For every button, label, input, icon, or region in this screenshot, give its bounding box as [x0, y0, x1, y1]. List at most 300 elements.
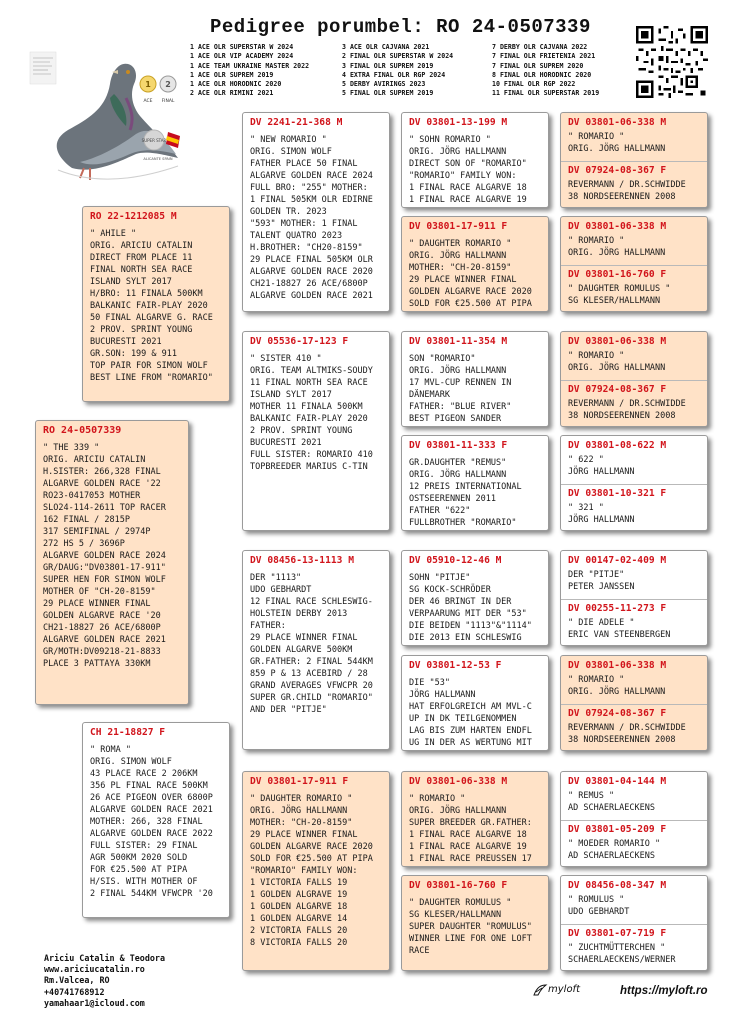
- pigeon-card-dam-dam: [242, 771, 390, 971]
- ancestor-entry: [561, 161, 707, 208]
- pigeon-info-line: " ROMA ": [90, 745, 131, 755]
- result-line: 2 ACE OLR RIMINI 2021: [190, 89, 274, 98]
- pigeon-card-g5-pair-6: [560, 655, 708, 751]
- pigeon-info-line: CH21-18827 26 ACE/6800P: [43, 623, 161, 633]
- pigeon-info-line: FATHER "622": [409, 506, 471, 516]
- pigeon-info-line: FULL BRO: "255" MOTHER:: [250, 183, 368, 193]
- pigeon-card-g5-pair-4: [560, 435, 708, 531]
- result-line: 8 FINAL OLR HORODNIC 2020: [492, 70, 592, 79]
- pigeon-info: [561, 789, 707, 814]
- svg-text:1: 1: [145, 80, 151, 89]
- pigeon-card-g5-pair-1: [560, 112, 708, 208]
- pigeon-info-line: LAG BIS ZUM HARTEN ENDFL: [409, 726, 532, 736]
- pigeon-info-line: H.SISTER: 266,328 FINAL: [43, 467, 161, 477]
- result-line: 2 FINAL OLR SUPERSTAR W 2024: [342, 52, 454, 61]
- divider: [561, 380, 707, 381]
- pigeon-info-line: FOR €25.500 AT PIPA: [90, 865, 188, 875]
- pigeon-info-line: 8 VICTORIA FALLS 20: [250, 938, 348, 948]
- result-line: 10 FINAL OLR RGP 2022: [492, 80, 576, 89]
- breeder-contact: [44, 953, 165, 1009]
- breeder-name: Ariciu Catalin & Teodora: [44, 953, 166, 963]
- pigeon-info-line: "ROMARIO" FAMILY WON:: [409, 171, 517, 181]
- pigeon-info-line: DER 46 BRINGT IN DER: [409, 597, 512, 607]
- ancestor-entry: [561, 265, 707, 312]
- pigeon-info: [561, 721, 707, 746]
- ancestor-entry: [561, 704, 707, 751]
- pigeon-info: [402, 349, 548, 425]
- pigeon-info: [402, 130, 548, 206]
- ancestor-entry: [561, 332, 707, 380]
- pigeon-info-line: SUPER HEN FOR SIMON WOLF: [43, 575, 166, 585]
- result-line: 5 DERBY AVIRINGS 2023: [342, 80, 426, 89]
- pigeon-info-line: ISLAND SYLT 2017: [90, 277, 172, 287]
- pigeon-card-g4-7: [401, 771, 549, 867]
- pigeon-info-line: ORIG. JÖRG HALLMANN: [568, 144, 666, 154]
- brand-name: myloft: [548, 984, 580, 995]
- pigeon-info-line: ORIG. ARICIU CATALIN: [90, 241, 193, 251]
- ring-number: DV 03801-05-209 F: [568, 824, 667, 835]
- results-column-1: [190, 43, 309, 99]
- pigeon-info: [561, 893, 707, 918]
- pigeon-info-line: 38 NORDSEERENNEN 2008: [568, 411, 676, 421]
- pigeon-info-line: ORIG. JÖRG HALLMANN: [409, 470, 507, 480]
- pigeon-card-sire: [82, 206, 230, 402]
- pigeon-info-line: ALGARVE GOLDEN RACE 2024: [250, 171, 373, 181]
- pigeon-info-line: TALENT QUATRO 2023: [250, 231, 343, 241]
- pigeon-info-line: 29 PLACE WINNER FINAL: [409, 275, 517, 285]
- result-line: 7 FINAL OLR SUPREM 2020: [492, 61, 584, 70]
- pigeon-info-line: ORIG. JÖRG HALLMANN: [568, 363, 666, 373]
- divider: [561, 924, 707, 925]
- pigeon-info-line: FINAL NORTH SEA RACE: [90, 265, 193, 275]
- pigeon-info-line: 162 FINAL / 2815P: [43, 515, 130, 525]
- divider: [561, 161, 707, 162]
- pigeon-info-line: AND DER "PITJE": [250, 705, 327, 715]
- result-line: 1 ACE OLR VIP ACADEMY 2024: [190, 52, 294, 61]
- pigeon-info-line: " SOHN ROMARIO ": [409, 135, 491, 145]
- pigeon-info: [243, 568, 389, 716]
- pigeon-info-line: " ZUCHTMÜTTERCHEN ": [568, 943, 666, 953]
- brand-url[interactable]: https://myloft.ro: [620, 985, 708, 997]
- ancestor-entry: [561, 924, 707, 971]
- pigeon-info-line: AD SCHAERLAECKENS: [568, 851, 655, 861]
- pigeon-info-line: 2 PROV. SPRINT YOUNG: [90, 325, 193, 335]
- ring-number: RO 22-1212085 M: [90, 211, 177, 222]
- pigeon-info-line: " DAUGHTER ROMARIO ": [250, 794, 353, 804]
- ancestor-entry: [561, 656, 707, 704]
- ring-number: DV 07924-08-367 F: [568, 708, 667, 719]
- pigeon-info: [561, 453, 707, 478]
- pigeon-info-line: " MOEDER ROMARIO ": [568, 839, 661, 849]
- pigeon-info: [561, 941, 707, 966]
- pigeon-card-g4-6: [401, 655, 549, 751]
- result-line: 7 FINAL OLR FRIETENIA 2021: [492, 52, 596, 61]
- pigeon-info-line: OSTSEERENNEN 2011: [409, 494, 496, 504]
- pigeon-info: [402, 568, 548, 644]
- pigeon-info-line: " ROMARIO ": [568, 675, 625, 685]
- pigeon-card-dam: [82, 722, 230, 918]
- pigeon-info-line: 1 VICTORIA FALLS 19: [250, 878, 348, 888]
- pigeon-info-line: HAT ERFOLGREICH AM MVL-C: [409, 702, 532, 712]
- pigeon-info-line: FATHER:: [250, 621, 286, 631]
- pigeon-card-g4-3: [401, 331, 549, 427]
- pigeon-info: [561, 673, 707, 698]
- pigeon-info-line: BUCURESTI 2021: [90, 337, 162, 347]
- pigeon-info-line: GR.DAUGHTER "REMUS": [409, 458, 507, 468]
- pigeon-info-line: DIE BEIDEN "1113"&"1114": [409, 621, 532, 631]
- pigeon-info-line: AD SCHAERLAECKENS: [568, 803, 655, 813]
- pigeon-info-line: REVERMANN / DR.SCHWIDDE: [568, 723, 686, 733]
- ancestor-entry: [561, 599, 707, 646]
- pigeon-info-line: 1 GOLDEN ALGARVE 18: [250, 902, 348, 912]
- pigeon-info-line: DIRECT SON OF "ROMARIO": [409, 159, 527, 169]
- pigeon-info-line: 1 FINAL RACE ALGARVE 18: [409, 830, 527, 840]
- pigeon-info: [243, 349, 389, 473]
- pigeon-info: [561, 837, 707, 862]
- pigeon-info: [561, 397, 707, 422]
- pigeon-card-g4-4: [401, 435, 549, 531]
- pigeon-info: [243, 130, 389, 302]
- pigeon-card-sire-dam: [242, 331, 390, 531]
- pigeon-info-line: JÖRG HALLMANN: [409, 690, 476, 700]
- myloft-logo-icon: [532, 983, 548, 997]
- pigeon-info-line: " THE 339 ": [43, 443, 100, 453]
- ring-number: DV 08456-08-347 M: [568, 880, 667, 891]
- ring-number: DV 00147-02-409 M: [568, 555, 667, 566]
- pigeon-info-line: ORIG. JÖRG HALLMANN: [409, 806, 507, 816]
- ring-number: DV 03801-11-333 F: [409, 440, 508, 451]
- pigeon-info-line: 38 NORDSEERENNEN 2008: [568, 735, 676, 745]
- pigeon-info-line: SOLD FOR €25.500 AT PIPA: [250, 854, 373, 864]
- ancestor-entry: [561, 113, 707, 161]
- ring-number: DV 08456-13-1113 M: [250, 555, 354, 566]
- breeder-website[interactable]: www.ariciucatalin.ro: [44, 964, 145, 975]
- ring-number: DV 03801-17-911 F: [250, 776, 349, 787]
- pigeon-info: [561, 349, 707, 374]
- result-line: 1 ACE TEAM UKRAINE MASTER 2022: [190, 61, 310, 70]
- pigeon-card-g5-pair-8: [560, 875, 708, 971]
- pigeon-info-line: 29 PLACE WINNER FINAL: [43, 599, 151, 609]
- pigeon-info-line: AGR 500KM 2020 SOLD: [90, 853, 188, 863]
- result-line: 1 ACE OLR SUPREM 2019: [190, 70, 274, 79]
- breeder-email[interactable]: yamahaar1@icloud.com: [44, 997, 145, 1008]
- pigeon-info-line: " DAUGHTER ROMARIO ": [409, 239, 512, 249]
- pigeon-info-line: ORIG. JÖRG HALLMANN: [250, 806, 348, 816]
- ring-number: DV 03801-11-354 M: [409, 336, 508, 347]
- pigeon-info-line: FULL SISTER: 29 FINAL: [90, 841, 198, 851]
- pigeon-info-line: 38 NORDSEERENNEN 2008: [568, 192, 676, 202]
- result-line: 3 FINAL OLR SUPREM 2019: [342, 61, 434, 70]
- pigeon-info: [561, 616, 707, 641]
- pigeon-info-line: 11 FINAL NORTH SEA RACE: [250, 378, 368, 388]
- ace-label: ACE: [143, 99, 153, 104]
- ring-number: DV 2241-21-368 M: [250, 117, 343, 128]
- pigeon-info: [561, 234, 707, 259]
- final-label: FINAL: [161, 99, 175, 104]
- place-label: ALICANTE SPAIN: [143, 157, 173, 161]
- pigeon-info-line: " ROMULUS ": [568, 895, 625, 905]
- pigeon-info-line: ORIG. SIMON WOLF: [90, 757, 172, 767]
- pigeon-info-line: SON "ROMARIO": [409, 354, 476, 364]
- pigeon-info-line: 2 VICTORIA FALLS 20: [250, 926, 348, 936]
- pigeon-info-line: FULLBROTHER "ROMARIO": [409, 518, 517, 528]
- result-line: 7 DERBY OLR CAJVANA 2022: [492, 43, 588, 51]
- pigeon-info-line: REVERMANN / DR.SCHWIDDE: [568, 180, 686, 190]
- result-line: 11 FINAL OLR SUPERSTAR 2019: [492, 89, 600, 98]
- pigeon-info-line: 1 FINAL RACE ALGARVE 19: [409, 195, 527, 205]
- pigeon-card-g5-pair-7: [560, 771, 708, 867]
- pigeon-info-line: 43 PLACE RACE 2 206KM: [90, 769, 198, 779]
- pigeon-card-subject: [35, 420, 189, 705]
- pigeon-info-line: DÄNEMARK: [409, 390, 450, 400]
- pigeon-info-line: " DAUGHTER ROMULUS ": [568, 284, 671, 294]
- pigeon-info-line: ALGARVE GOLDEN RACE 2021: [250, 291, 373, 301]
- pigeon-info-line: GOLDEN ALGARVE RACE 2020: [250, 842, 373, 852]
- pigeon-info-line: SG KLESER/HALLMANN: [568, 296, 661, 306]
- pigeon-info-line: 859 P & 13 ACEBIRD / 28: [250, 669, 368, 679]
- pigeon-info-line: BEST LINE FROM "ROMARIO": [90, 373, 213, 383]
- pigeon-info-line: 1 FINAL RACE ALGARVE 19: [409, 842, 527, 852]
- ring-number: DV 07924-08-367 F: [568, 384, 667, 395]
- pigeon-info-line: BALKANIC FAIR-PLAY 2020: [250, 414, 368, 424]
- ring-number: DV 00255-11-273 F: [568, 603, 667, 614]
- pigeon-info: [402, 893, 548, 957]
- pigeon-info: [561, 130, 707, 155]
- result-line: 1 ACE OLR HORODNIC 2020: [190, 80, 282, 89]
- pigeon-info-line: ORIG. JÖRG HALLMANN: [409, 251, 507, 261]
- pigeon-info-line: DER "PITJE": [568, 570, 625, 580]
- pigeon-info: [561, 501, 707, 526]
- pigeon-info-line: 272 HS 5 / 3696P: [43, 539, 125, 549]
- ring-number: DV 03801-06-338 M: [568, 336, 667, 347]
- pigeon-info-line: CH21-18827 26 ACE/6800P: [250, 279, 368, 289]
- pigeon-info-line: 1 FINAL RACE PREUSSEN 17: [409, 854, 532, 864]
- pigeon-info-line: "ROMARIO" FAMILY WON:: [250, 866, 358, 876]
- pigeon-info-line: GR.FATHER: 2 FINAL 544KM: [250, 657, 373, 667]
- pigeon-info-line: ORIG. JÖRG HALLMANN: [409, 147, 507, 157]
- pigeon-info-line: FATHER PLACE 50 FINAL: [250, 159, 358, 169]
- ancestor-entry: [561, 772, 707, 820]
- pigeon-info-line: SUPER GR.CHILD "ROMARIO": [250, 693, 373, 703]
- super-star-label: SUPER STAR: [141, 138, 167, 143]
- pigeon-info-line: BUCURESTI 2021: [250, 438, 322, 448]
- ring-number: DV 03801-17-911 F: [409, 221, 508, 232]
- ring-number: DV 03801-12-53 F: [409, 660, 502, 671]
- ring-number: DV 05536-17-123 F: [250, 336, 349, 347]
- pigeon-info: [36, 438, 188, 670]
- ring-number: DV 03801-16-760 F: [568, 269, 667, 280]
- breeder-phone: +40741768912: [44, 986, 105, 997]
- pigeon-info-line: 317 SEMIFINAL / 2974P: [43, 527, 151, 537]
- result-line: 1 ACE OLR SUPERSTAR W 2024: [190, 43, 294, 51]
- pigeon-info-line: " DAUGHTER ROMULUS ": [409, 898, 512, 908]
- pigeon-info-line: 2 PROV. SPRINT YOUNG: [250, 426, 353, 436]
- ring-number: DV 03801-08-622 M: [568, 440, 667, 451]
- pigeon-info-line: PLACE 3 PATTAYA 330KM: [43, 659, 151, 669]
- ring-number: DV 07924-08-367 F: [568, 165, 667, 176]
- pigeon-info-line: GR/MOTH:DV09218-21-8833: [43, 647, 161, 657]
- pigeon-info-line: TOPBREEDER MARIUS C-TIN: [250, 462, 368, 472]
- pigeon-info-line: " NEW ROMARIO ": [250, 135, 327, 145]
- pigeon-info-line: VERPAARUNG MIT DER "53": [409, 609, 527, 619]
- pigeon-info-line: 12 PREIS INTERNATIONAL: [409, 482, 522, 492]
- pigeon-info-line: GOLDEN ALGARVE 500KM: [250, 645, 353, 655]
- divider: [561, 820, 707, 821]
- pigeon-info-line: " ROMARIO ": [568, 351, 625, 361]
- pigeon-info-line: ALGARVE GOLDEN RACE 2021: [90, 805, 213, 815]
- pigeon-info-line: SOLD FOR €25.500 AT PIPA: [409, 299, 532, 309]
- pigeon-info-line: " ROMARIO ": [409, 794, 466, 804]
- pigeon-info-line: WINNER LINE FOR ONE LOFT: [409, 934, 532, 944]
- ancestor-entry: [561, 217, 707, 265]
- pigeon-info-line: ALGARVE GOLDEN RACE 2021: [43, 635, 166, 645]
- pigeon-info-line: 1 GOLDEN ALGRAVE 19: [250, 890, 348, 900]
- page-title: Pedigree porumbel: RO 24-0507339: [210, 16, 591, 38]
- pigeon-info: [561, 282, 707, 307]
- pigeon-info-line: " ROMARIO ": [568, 236, 625, 246]
- pigeon-card-g4-2: [401, 216, 549, 312]
- pigeon-card-g4-8: [401, 875, 549, 971]
- pigeon-info-line: 29 PLACE FINAL 505KM OLR: [250, 255, 373, 265]
- pigeon-info-line: MOTHER: "CH-20-8159": [250, 818, 353, 828]
- pigeon-info-line: " 622 ": [568, 455, 604, 465]
- pigeon-info-line: 26 ACE PIGEON OVER 6800P: [90, 793, 213, 803]
- pigeon-info-line: REVERMANN / DR.SCHWIDDE: [568, 399, 686, 409]
- pigeon-info-line: ALGARVE GOLDEN RACE '22: [43, 479, 161, 489]
- ring-number: DV 03801-06-338 M: [409, 776, 508, 787]
- pigeon-info-line: ORIG. JÖRG HALLMANN: [568, 687, 666, 697]
- pigeon-info-line: PETER JANSSEN: [568, 582, 635, 592]
- pigeon-info-line: 2 FINAL 544KM VFWCPR '20: [90, 889, 213, 899]
- ring-number: DV 03801-13-199 M: [409, 117, 508, 128]
- result-line: 3 ACE OLR CAJVANA 2021: [342, 43, 430, 51]
- pigeon-info-line: ORIG. JÖRG HALLMANN: [409, 366, 507, 376]
- breeder-location: Rm.Valcea, RO: [44, 975, 110, 986]
- pigeon-info-line: ALGARVE GOLDEN RACE 2020: [250, 267, 373, 277]
- pigeon-info-line: 1 FINAL RACE ALGARVE 18: [409, 183, 527, 193]
- pigeon-info-line: " REMUS ": [568, 791, 615, 801]
- pigeon-info-line: " SISTER 410 ": [250, 354, 322, 364]
- pigeon-info-line: MOTHER 11 FINALA 500KM: [250, 402, 363, 412]
- pigeon-info-line: TOP PAIR FOR SIMON WOLF: [90, 361, 208, 371]
- ring-number: DV 03801-07-719 F: [568, 928, 667, 939]
- pigeon-info: [561, 568, 707, 593]
- pigeon-info-line: 12 FINAL RACE SCHLESWIG-: [250, 597, 373, 607]
- pigeon-info-line: ALGARVE GOLDEN RACE 2024: [43, 551, 166, 561]
- pigeon-info-line: ISLAND SYLT 2017: [250, 390, 332, 400]
- ancestor-entry: [561, 436, 707, 484]
- pigeon-info-line: 1 GOLDEN ALGARVE 14: [250, 914, 348, 924]
- pigeon-info-line: "593" MOTHER: 1 FINAL: [250, 219, 358, 229]
- pigeon-info-line: FULL SISTER: ROMARIO 410: [250, 450, 373, 460]
- pigeon-info-line: MOTHER OF "CH-20-8159": [43, 587, 156, 597]
- ancestor-entry: [561, 484, 707, 531]
- ancestor-entry: [561, 820, 707, 867]
- pigeon-info-line: GOLDEN TR. 2023: [250, 207, 327, 217]
- pigeon-info-line: ORIG. JÖRG HALLMANN: [568, 248, 666, 258]
- pigeon-info-line: SUPER DAUGHTER "ROMULUS": [409, 922, 532, 932]
- pigeon-info-line: GR/DAUG:"DV03801-17-911": [43, 563, 166, 573]
- pigeon-info-line: H/SIS. WITH MOTHER OF: [90, 877, 198, 887]
- pigeon-info-line: DIE "53": [409, 678, 450, 688]
- ring-number: DV 03801-10-321 F: [568, 488, 667, 499]
- pigeon-info-line: GOLDEN ALGARVE RACE '20: [43, 611, 161, 621]
- ring-number: DV 03801-06-338 M: [568, 221, 667, 232]
- pigeon-card-g4-5: [401, 550, 549, 646]
- pigeon-info-line: H.BROTHER: "CH20-8159": [250, 243, 363, 253]
- pigeon-info-line: ORIG. ARICIU CATALIN: [43, 455, 146, 465]
- svg-text:2: 2: [165, 80, 171, 89]
- ring-number: DV 05910-12-46 M: [409, 555, 502, 566]
- pigeon-info-line: HOLSTEIN DERBY 2013: [250, 609, 348, 619]
- divider: [561, 599, 707, 600]
- ancestor-entry: [561, 876, 707, 924]
- pigeon-photo: [28, 50, 186, 190]
- pigeon-info-line: " AHILE ": [90, 229, 137, 239]
- pigeon-info: [83, 224, 229, 384]
- pigeon-info-line: UG IN DER AS WERTUNG MIT: [409, 738, 532, 748]
- pigeon-info-line: BALKANIC FAIR-PLAY 2020: [90, 301, 208, 311]
- results-column-3: [492, 43, 599, 99]
- results-column-2: [342, 43, 453, 99]
- pigeon-info-line: MOTHER: 266, 328 FINAL: [90, 817, 203, 827]
- pigeon-info-line: 1 FINAL 505KM OLR EDIRNE: [250, 195, 373, 205]
- result-line: 4 EXTRA FINAL OLR RGP 2024: [342, 70, 446, 79]
- pigeon-card-dam-sire: [242, 550, 390, 750]
- pigeon-info-line: H/BRO: 11 FINALA 500KM: [90, 289, 203, 299]
- pigeon-info: [402, 789, 548, 865]
- pigeon-info: [83, 740, 229, 900]
- pigeon-info-line: UDO GEBHARDT: [568, 907, 630, 917]
- pigeon-info-line: GRAND AVERAGES VFWCPR 20: [250, 681, 373, 691]
- pigeon-card-g4-1: [401, 112, 549, 208]
- pigeon-info-line: SLO24-114-2611 TOP RACER: [43, 503, 166, 513]
- pigeon-info-line: RACE: [409, 946, 430, 956]
- pigeon-info-line: ORIG. SIMON WOLF: [250, 147, 332, 157]
- pigeon-info: [402, 234, 548, 310]
- pigeon-info-line: SCHAERLAECKENS/WERNER: [568, 955, 676, 965]
- pigeon-info-line: UDO GEBHARDT: [250, 585, 312, 595]
- pigeon-info-line: 356 PL FINAL RACE 500KM: [90, 781, 208, 791]
- pigeon-info-line: MOTHER: "CH-20-8159": [409, 263, 512, 273]
- pigeon-info-line: JÖRG HALLMANN: [568, 467, 635, 477]
- pigeon-info-line: " ROMARIO ": [568, 132, 625, 142]
- pigeon-info-line: BEST PIGEON SANDER: [409, 414, 502, 424]
- pigeon-info-line: JÖRG HALLMANN: [568, 515, 635, 525]
- pigeon-info-line: " 321 ": [568, 503, 604, 513]
- pigeon-info-line: SUPER BREEDER GR.FATHER:: [409, 818, 532, 828]
- pigeon-info-line: 50 FINAL ALGARVE G. RACE: [90, 313, 213, 323]
- pigeon-info-line: 17 MVL-CUP RENNEN IN: [409, 378, 512, 388]
- pigeon-info-line: FATHER: "BLUE RIVER": [409, 402, 512, 412]
- pigeon-info-line: UP IN DK TEILGENOMMEN: [409, 714, 517, 724]
- pigeon-card-g5-pair-3: [560, 331, 708, 427]
- pigeon-info-line: 29 PLACE WINNER FINAL: [250, 633, 358, 643]
- pigeon-info-line: RO23-0417053 MOTHER: [43, 491, 141, 501]
- divider: [561, 704, 707, 705]
- ancestor-entry: [561, 551, 707, 599]
- pigeon-info-line: ORIG. TEAM ALTMIKS-SOUDY: [250, 366, 373, 376]
- divider: [561, 484, 707, 485]
- pigeon-info-line: 29 PLACE WINNER FINAL: [250, 830, 358, 840]
- ring-number: DV 03801-06-338 M: [568, 117, 667, 128]
- pigeon-info-line: DIRECT FROM PLACE 11: [90, 253, 193, 263]
- pigeon-info-line: SG KOCK-SCHRÖDER: [409, 585, 491, 595]
- pigeon-info-line: DIE 2013 EIN SCHLESWIG: [409, 633, 522, 643]
- pigeon-info: [243, 789, 389, 949]
- pigeon-info-line: GR.SON: 199 & 911: [90, 349, 177, 359]
- ring-number: RO 24-0507339: [43, 425, 122, 436]
